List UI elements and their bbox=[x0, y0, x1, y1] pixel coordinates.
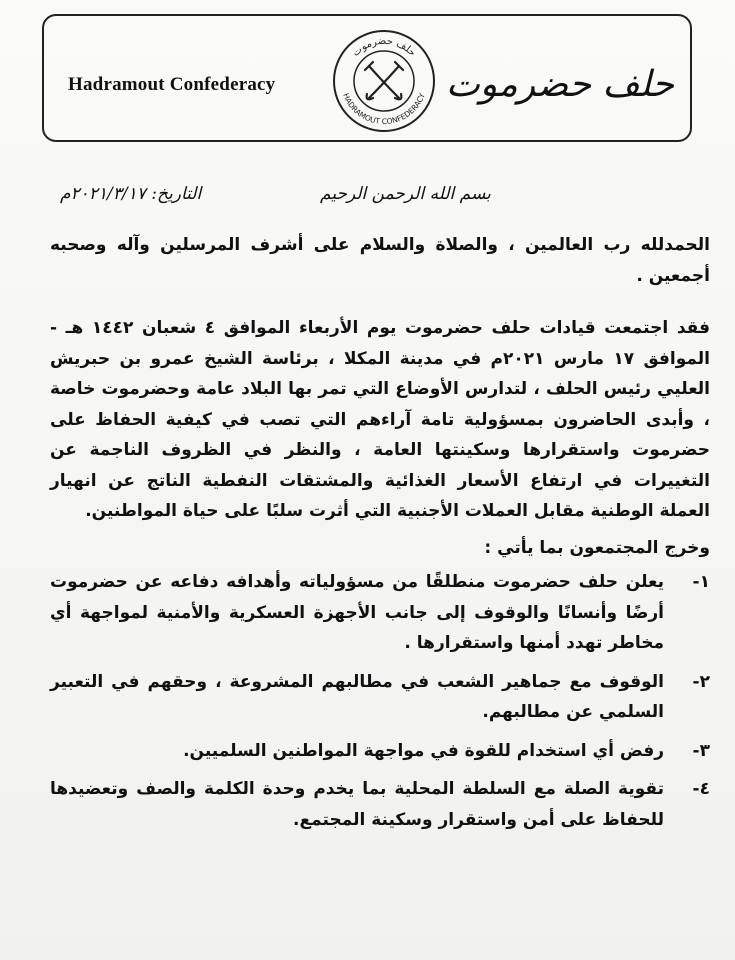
item-number: ٢- bbox=[692, 671, 710, 692]
org-name-english: Hadramout Confederacy bbox=[68, 74, 276, 95]
list-item bbox=[50, 774, 710, 835]
opening-paragraph: الحمدلله رب العالمين ، والصلاة والسلام على أشرف المرسلين وآله وصحبه أجمعين . bbox=[50, 235, 710, 286]
svg-text:HADRAMOUT CONFEDERACY: HADRAMOUT CONFEDERACY bbox=[341, 91, 427, 127]
resolutions-list bbox=[50, 567, 710, 835]
svg-text:حلف حضرموت: حلف حضرموت bbox=[350, 35, 418, 59]
item-number: ٤- bbox=[692, 779, 710, 799]
confederacy-emblem-logo bbox=[329, 26, 439, 136]
list-item bbox=[50, 736, 710, 767]
item-text: الوقوف مع جماهير الشعب في مطالبهم المشروعة ، وحقهم في التعبير السلمي عن مطالبهم. bbox=[50, 671, 664, 722]
item-text: تقوية الصلة مع السلطة المحلية بما يخدم وحدة الكلمة والصف وتعضيدها للحفاظ على أمن واستقرار وسكينة المجتمع. bbox=[50, 779, 664, 830]
org-name-arabic: حلف حضرموت bbox=[446, 64, 674, 105]
item-text: يعلن حلف حضرموت منطلقًا من مسؤولياته وأهدافه دفاعه عن حضرموت أرضًا وأنسانًا والوقوف إلى جانب الأجهزة العسكرية والأمنية لمواجهة أي مخاطر تهدد أمنها واستقرارها . bbox=[50, 572, 664, 653]
item-number: ١- bbox=[692, 572, 710, 592]
letterhead bbox=[42, 14, 692, 142]
letter-body bbox=[50, 230, 710, 843]
item-number: ٣- bbox=[692, 740, 710, 761]
list-item bbox=[50, 667, 710, 728]
outcomes-intro: وخرج المجتمعون بما يأتي : bbox=[484, 537, 710, 558]
document-date: التاريخ: ٢٠٢١/٣/١٧م bbox=[60, 184, 202, 204]
bismillah: بسم الله الرحمن الرحيم bbox=[320, 184, 491, 204]
list-item bbox=[50, 567, 710, 659]
main-paragraph: فقد اجتمعت قيادات حلف حضرموت يوم الأربعاء الموافق ٤ شعبان ١٤٤٢ هـ - الموافق ١٧ مارس ٢٠٢١م في مدينة المكلا ، برئاسة الشيخ عمرو بن حبريش العليي رئيس الحلف ، لتدارس الأوضاع التي تمر بها البلاد عامة وحضرموت خاصة ، وأبدى الحاضرون بمسؤولية تامة آراءهم التي تصب في كيفية الحفاظ على حضرموت واستقرارها وسكينتها العامة ، والنظر في الظروف الناجمة عن التغييرات في ارتفاع الأسعار الغذائية والمشتقات النفطية الناتج عن انهيار العملة الوطنية مقابل العملات الأجنبية التي أثرت سلبًا على حياة المواطنين. bbox=[50, 318, 710, 521]
item-text: رفض أي استخدام للقوة في مواجهة المواطنين السلميين. bbox=[183, 740, 664, 761]
